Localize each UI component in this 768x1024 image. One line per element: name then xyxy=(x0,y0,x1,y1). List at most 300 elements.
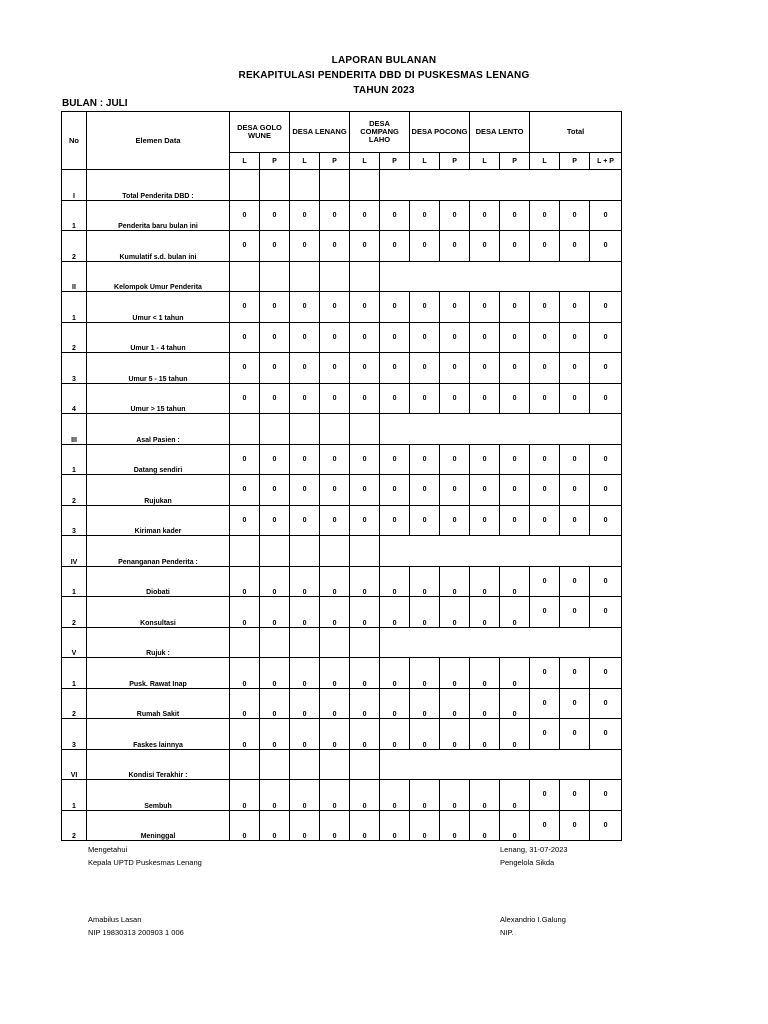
value-cell: 0 xyxy=(320,475,350,506)
total-value-cell: 0 xyxy=(530,566,560,597)
value-cell: 0 xyxy=(260,658,290,689)
value-cell: 0 xyxy=(500,780,530,811)
footer-pengelola-title: Pengelola Sikda xyxy=(500,858,555,867)
table-row xyxy=(62,444,622,475)
table-row xyxy=(62,322,622,353)
total-value-cell: 0 xyxy=(530,475,560,506)
value-cell: 0 xyxy=(380,292,410,323)
value-cell: 0 xyxy=(230,200,260,231)
row-label: Asal Pasien : xyxy=(87,414,230,445)
row-number: 2 xyxy=(62,231,87,262)
value-cell: 0 xyxy=(230,292,260,323)
total-value-cell: 0 xyxy=(560,231,590,262)
table-body xyxy=(62,170,622,841)
value-cell: 0 xyxy=(470,658,500,689)
total-value-cell: 0 xyxy=(530,200,560,231)
table-row xyxy=(62,170,622,201)
value-cell: 0 xyxy=(380,688,410,719)
value-cell: 0 xyxy=(380,444,410,475)
total-value-cell: 0 xyxy=(560,353,590,384)
report-month: BULAN : JULI xyxy=(62,98,128,109)
value-cell: 0 xyxy=(230,658,260,689)
value-cell: 0 xyxy=(500,597,530,628)
footer-kepala-title: Kepala UPTD Puskesmas Lenang xyxy=(88,858,202,867)
subheader-l: L xyxy=(290,153,320,170)
empty-cell xyxy=(320,261,350,292)
total-value-cell: 0 xyxy=(530,353,560,384)
footer-mengetahui: Mengetahui xyxy=(88,845,128,854)
empty-cell xyxy=(380,414,622,445)
row-label: Rumah Sakit xyxy=(87,688,230,719)
value-cell: 0 xyxy=(320,292,350,323)
total-value-cell: 0 xyxy=(560,780,590,811)
value-cell: 0 xyxy=(410,231,440,262)
value-cell: 0 xyxy=(290,383,320,414)
table-row xyxy=(62,719,622,750)
row-label: Penderita baru bulan ini xyxy=(87,200,230,231)
value-cell: 0 xyxy=(500,566,530,597)
value-cell: 0 xyxy=(440,597,470,628)
value-cell: 0 xyxy=(260,597,290,628)
total-value-cell: 0 xyxy=(560,810,590,841)
empty-cell xyxy=(260,261,290,292)
value-cell: 0 xyxy=(440,353,470,384)
header-elemen-data: Elemen Data xyxy=(87,112,230,170)
value-cell: 0 xyxy=(290,475,320,506)
value-cell: 0 xyxy=(260,505,290,536)
row-number: 1 xyxy=(62,200,87,231)
value-cell: 0 xyxy=(290,292,320,323)
empty-cell xyxy=(350,170,380,201)
value-cell: 0 xyxy=(290,505,320,536)
table-row xyxy=(62,566,622,597)
total-value-cell: 0 xyxy=(560,658,590,689)
total-value-cell: 0 xyxy=(530,505,560,536)
value-cell: 0 xyxy=(380,505,410,536)
value-cell: 0 xyxy=(350,231,380,262)
table-row xyxy=(62,749,622,780)
row-number: 1 xyxy=(62,658,87,689)
value-cell: 0 xyxy=(410,688,440,719)
value-cell: 0 xyxy=(470,505,500,536)
header-no: No xyxy=(62,112,87,170)
row-number: 2 xyxy=(62,322,87,353)
value-cell: 0 xyxy=(260,688,290,719)
value-cell: 0 xyxy=(410,566,440,597)
value-cell: 0 xyxy=(500,444,530,475)
value-cell: 0 xyxy=(320,597,350,628)
value-cell: 0 xyxy=(500,719,530,750)
total-value-cell: 0 xyxy=(590,597,622,628)
value-cell: 0 xyxy=(230,566,260,597)
value-cell: 0 xyxy=(260,780,290,811)
value-cell: 0 xyxy=(230,780,260,811)
header-desa-pocong: DESA POCONG xyxy=(410,112,470,153)
value-cell: 0 xyxy=(230,688,260,719)
value-cell: 0 xyxy=(290,688,320,719)
value-cell: 0 xyxy=(320,322,350,353)
total-value-cell: 0 xyxy=(530,322,560,353)
total-value-cell: 0 xyxy=(590,688,622,719)
value-cell: 0 xyxy=(500,322,530,353)
row-label: Meninggal xyxy=(87,810,230,841)
value-cell: 0 xyxy=(500,475,530,506)
total-value-cell: 0 xyxy=(590,505,622,536)
report-year: TAHUN 2023 xyxy=(353,85,415,96)
header-desa-compang-laho: DESA COMPANG LAHO xyxy=(350,112,410,153)
total-value-cell: 0 xyxy=(530,719,560,750)
row-label: Umur 5 - 15 tahun xyxy=(87,353,230,384)
subheader-p: P xyxy=(500,153,530,170)
value-cell: 0 xyxy=(320,200,350,231)
value-cell: 0 xyxy=(440,231,470,262)
total-value-cell: 0 xyxy=(560,200,590,231)
value-cell: 0 xyxy=(440,383,470,414)
value-cell: 0 xyxy=(380,597,410,628)
value-cell: 0 xyxy=(230,597,260,628)
table-row xyxy=(62,292,622,323)
value-cell: 0 xyxy=(470,353,500,384)
empty-cell xyxy=(380,749,622,780)
empty-cell xyxy=(260,627,290,658)
value-cell: 0 xyxy=(440,292,470,323)
value-cell: 0 xyxy=(290,322,320,353)
subheader-p: P xyxy=(560,153,590,170)
row-number: VI xyxy=(62,749,87,780)
row-label: Konsultasi xyxy=(87,597,230,628)
row-number: 1 xyxy=(62,444,87,475)
value-cell: 0 xyxy=(410,383,440,414)
value-cell: 0 xyxy=(440,444,470,475)
row-number: II xyxy=(62,261,87,292)
row-label: Faskes lainnya xyxy=(87,719,230,750)
empty-cell xyxy=(230,261,260,292)
value-cell: 0 xyxy=(500,505,530,536)
value-cell: 0 xyxy=(500,383,530,414)
value-cell: 0 xyxy=(470,475,500,506)
total-value-cell: 0 xyxy=(590,353,622,384)
row-number: 1 xyxy=(62,292,87,323)
row-label: Rujuk : xyxy=(87,627,230,658)
value-cell: 0 xyxy=(440,780,470,811)
empty-cell xyxy=(380,261,622,292)
value-cell: 0 xyxy=(470,231,500,262)
empty-cell xyxy=(230,414,260,445)
value-cell: 0 xyxy=(470,200,500,231)
row-number: III xyxy=(62,414,87,445)
row-label: Kumulatif s.d. bulan ini xyxy=(87,231,230,262)
value-cell: 0 xyxy=(350,383,380,414)
row-number: 2 xyxy=(62,475,87,506)
value-cell: 0 xyxy=(350,688,380,719)
value-cell: 0 xyxy=(350,322,380,353)
table-row xyxy=(62,261,622,292)
empty-cell xyxy=(320,536,350,567)
value-cell: 0 xyxy=(290,231,320,262)
value-cell: 0 xyxy=(500,292,530,323)
total-value-cell: 0 xyxy=(560,292,590,323)
value-cell: 0 xyxy=(260,444,290,475)
total-value-cell: 0 xyxy=(590,566,622,597)
table-row xyxy=(62,780,622,811)
value-cell: 0 xyxy=(440,688,470,719)
value-cell: 0 xyxy=(350,475,380,506)
total-value-cell: 0 xyxy=(530,444,560,475)
value-cell: 0 xyxy=(290,780,320,811)
empty-cell xyxy=(350,749,380,780)
report-subtitle: REKAPITULASI PENDERITA DBD DI PUSKESMAS LENANG xyxy=(238,70,530,81)
value-cell: 0 xyxy=(230,505,260,536)
empty-cell xyxy=(320,749,350,780)
empty-cell xyxy=(290,536,320,567)
total-value-cell: 0 xyxy=(590,200,622,231)
value-cell: 0 xyxy=(260,810,290,841)
value-cell: 0 xyxy=(500,231,530,262)
value-cell: 0 xyxy=(470,444,500,475)
total-value-cell: 0 xyxy=(530,231,560,262)
row-label: Datang sendiri xyxy=(87,444,230,475)
total-value-cell: 0 xyxy=(590,780,622,811)
total-value-cell: 0 xyxy=(530,597,560,628)
value-cell: 0 xyxy=(230,475,260,506)
subheader-l: L xyxy=(350,153,380,170)
row-label: Kelompok Umur Penderita xyxy=(87,261,230,292)
value-cell: 0 xyxy=(320,505,350,536)
table-row xyxy=(62,810,622,841)
table-row xyxy=(62,536,622,567)
table-row xyxy=(62,353,622,384)
report-title: LAPORAN BULANAN xyxy=(331,55,437,66)
value-cell: 0 xyxy=(500,353,530,384)
value-cell: 0 xyxy=(350,292,380,323)
value-cell: 0 xyxy=(410,475,440,506)
value-cell: 0 xyxy=(440,475,470,506)
row-label: Kondisi Terakhir : xyxy=(87,749,230,780)
value-cell: 0 xyxy=(290,597,320,628)
value-cell: 0 xyxy=(320,658,350,689)
row-number: 3 xyxy=(62,505,87,536)
subheader-p: P xyxy=(380,153,410,170)
value-cell: 0 xyxy=(260,566,290,597)
value-cell: 0 xyxy=(320,810,350,841)
value-cell: 0 xyxy=(230,383,260,414)
row-number: 3 xyxy=(62,353,87,384)
row-number: 1 xyxy=(62,780,87,811)
value-cell: 0 xyxy=(440,566,470,597)
value-cell: 0 xyxy=(260,292,290,323)
value-cell: 0 xyxy=(230,322,260,353)
value-cell: 0 xyxy=(380,475,410,506)
row-number: V xyxy=(62,627,87,658)
row-number: IV xyxy=(62,536,87,567)
value-cell: 0 xyxy=(260,322,290,353)
total-value-cell: 0 xyxy=(560,444,590,475)
subheader-lp: L + P xyxy=(590,153,622,170)
value-cell: 0 xyxy=(320,444,350,475)
empty-cell xyxy=(320,170,350,201)
value-cell: 0 xyxy=(470,810,500,841)
footer-date: Lenang, 31-07-2023 xyxy=(500,845,568,854)
value-cell: 0 xyxy=(230,444,260,475)
empty-cell xyxy=(290,261,320,292)
value-cell: 0 xyxy=(290,566,320,597)
table-row xyxy=(62,658,622,689)
value-cell: 0 xyxy=(320,353,350,384)
value-cell: 0 xyxy=(410,505,440,536)
total-value-cell: 0 xyxy=(590,658,622,689)
row-label: Diobati xyxy=(87,566,230,597)
value-cell: 0 xyxy=(410,292,440,323)
dbd-recap-table xyxy=(61,111,622,841)
value-cell: 0 xyxy=(380,658,410,689)
total-value-cell: 0 xyxy=(560,688,590,719)
table-row xyxy=(62,200,622,231)
row-label: Kiriman kader xyxy=(87,505,230,536)
value-cell: 0 xyxy=(470,719,500,750)
subheader-l: L xyxy=(470,153,500,170)
value-cell: 0 xyxy=(470,597,500,628)
total-value-cell: 0 xyxy=(590,475,622,506)
footer-pengelola-nip: NIP. xyxy=(500,928,514,937)
value-cell: 0 xyxy=(500,200,530,231)
value-cell: 0 xyxy=(500,658,530,689)
value-cell: 0 xyxy=(350,658,380,689)
table-row xyxy=(62,627,622,658)
value-cell: 0 xyxy=(320,780,350,811)
subheader-l: L xyxy=(530,153,560,170)
value-cell: 0 xyxy=(380,353,410,384)
row-number: I xyxy=(62,170,87,201)
total-value-cell: 0 xyxy=(530,658,560,689)
empty-cell xyxy=(260,536,290,567)
value-cell: 0 xyxy=(260,719,290,750)
value-cell: 0 xyxy=(470,566,500,597)
value-cell: 0 xyxy=(410,322,440,353)
subheader-p: P xyxy=(260,153,290,170)
empty-cell xyxy=(290,414,320,445)
value-cell: 0 xyxy=(290,444,320,475)
header-desa-lenang: DESA LENANG xyxy=(290,112,350,153)
value-cell: 0 xyxy=(470,383,500,414)
total-value-cell: 0 xyxy=(560,597,590,628)
footer-kepala-name: Amabilus Lasan xyxy=(88,915,142,924)
empty-cell xyxy=(260,170,290,201)
value-cell: 0 xyxy=(410,658,440,689)
total-value-cell: 0 xyxy=(560,566,590,597)
table-row xyxy=(62,475,622,506)
value-cell: 0 xyxy=(320,688,350,719)
table-row xyxy=(62,688,622,719)
value-cell: 0 xyxy=(350,810,380,841)
total-value-cell: 0 xyxy=(590,322,622,353)
empty-cell xyxy=(290,170,320,201)
value-cell: 0 xyxy=(440,200,470,231)
value-cell: 0 xyxy=(290,353,320,384)
value-cell: 0 xyxy=(410,780,440,811)
table-row xyxy=(62,505,622,536)
header-desa-lento: DESA LENTO xyxy=(470,112,530,153)
value-cell: 0 xyxy=(290,810,320,841)
value-cell: 0 xyxy=(440,719,470,750)
value-cell: 0 xyxy=(410,810,440,841)
empty-cell xyxy=(230,536,260,567)
value-cell: 0 xyxy=(290,200,320,231)
row-label: Umur 1 - 4 tahun xyxy=(87,322,230,353)
total-value-cell: 0 xyxy=(530,810,560,841)
value-cell: 0 xyxy=(440,322,470,353)
value-cell: 0 xyxy=(380,780,410,811)
row-number: 2 xyxy=(62,597,87,628)
table-header-row xyxy=(62,112,622,153)
row-label: Penanganan Penderita : xyxy=(87,536,230,567)
total-value-cell: 0 xyxy=(560,719,590,750)
value-cell: 0 xyxy=(440,810,470,841)
empty-cell xyxy=(350,627,380,658)
value-cell: 0 xyxy=(470,292,500,323)
total-value-cell: 0 xyxy=(590,231,622,262)
empty-cell xyxy=(260,414,290,445)
row-number: 2 xyxy=(62,688,87,719)
table-row xyxy=(62,383,622,414)
value-cell: 0 xyxy=(470,322,500,353)
total-value-cell: 0 xyxy=(530,383,560,414)
empty-cell xyxy=(350,261,380,292)
empty-cell xyxy=(260,749,290,780)
total-value-cell: 0 xyxy=(560,475,590,506)
total-value-cell: 0 xyxy=(530,292,560,323)
total-value-cell: 0 xyxy=(560,505,590,536)
total-value-cell: 0 xyxy=(530,780,560,811)
footer-pengelola-name: Alexandrio I.Galung xyxy=(500,915,566,924)
value-cell: 0 xyxy=(470,688,500,719)
value-cell: 0 xyxy=(410,444,440,475)
value-cell: 0 xyxy=(380,719,410,750)
total-value-cell: 0 xyxy=(590,810,622,841)
value-cell: 0 xyxy=(440,658,470,689)
value-cell: 0 xyxy=(260,231,290,262)
value-cell: 0 xyxy=(350,353,380,384)
subheader-p: P xyxy=(440,153,470,170)
total-value-cell: 0 xyxy=(560,383,590,414)
row-number: 1 xyxy=(62,566,87,597)
empty-cell xyxy=(350,536,380,567)
total-value-cell: 0 xyxy=(590,292,622,323)
value-cell: 0 xyxy=(320,231,350,262)
value-cell: 0 xyxy=(350,780,380,811)
value-cell: 0 xyxy=(260,200,290,231)
subheader-l: L xyxy=(410,153,440,170)
value-cell: 0 xyxy=(410,719,440,750)
subheader-p: P xyxy=(320,153,350,170)
value-cell: 0 xyxy=(380,383,410,414)
row-label: Total Penderita DBD : xyxy=(87,170,230,201)
total-value-cell: 0 xyxy=(590,719,622,750)
value-cell: 0 xyxy=(320,566,350,597)
total-value-cell: 0 xyxy=(590,383,622,414)
row-label: Pusk. Rawat Inap xyxy=(87,658,230,689)
value-cell: 0 xyxy=(260,353,290,384)
row-number: 4 xyxy=(62,383,87,414)
empty-cell xyxy=(380,170,622,201)
empty-cell xyxy=(320,627,350,658)
value-cell: 0 xyxy=(320,383,350,414)
row-label: Umur > 15 tahun xyxy=(87,383,230,414)
value-cell: 0 xyxy=(350,444,380,475)
value-cell: 0 xyxy=(380,566,410,597)
value-cell: 0 xyxy=(470,780,500,811)
subheader-l: L xyxy=(230,153,260,170)
value-cell: 0 xyxy=(260,475,290,506)
